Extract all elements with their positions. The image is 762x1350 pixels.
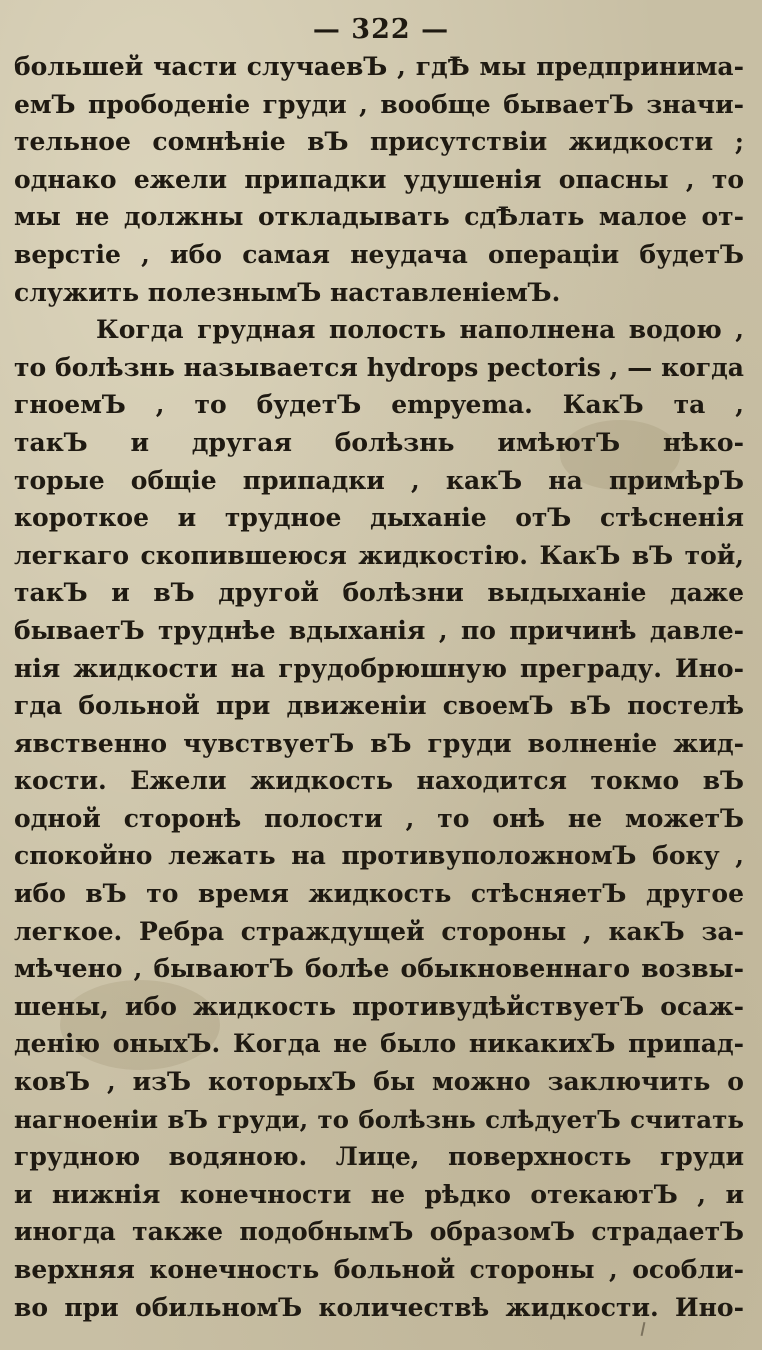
page-body-text bbox=[14, 48, 744, 1326]
text-line: во при обильномЪ количествѣ жидкости. Ино- bbox=[14, 1292, 744, 1322]
text-line: грудною водяною. Лице, поверхность груди bbox=[14, 1142, 744, 1172]
text-line: мѣчено , бываютЪ болѣе обыкновеннаго возвы- bbox=[14, 954, 744, 984]
paragraph-end-line: служить полезнымЪ наставленіемЪ. bbox=[14, 277, 561, 307]
text-line: ибо вЪ то время жидкость стѣсняетЪ другое bbox=[14, 879, 744, 909]
text-line: такЪ и вЪ другой болѣзни выдыханіе даже bbox=[14, 578, 744, 608]
text-line: мы не должны откладывать сдѢлать малое от- bbox=[14, 202, 744, 232]
text-line: гда больной при движеніи своемЪ вЪ постелѣ bbox=[14, 691, 744, 721]
text-line: то болѣзнь называется hydrops pectoris , — когда bbox=[14, 352, 744, 382]
text-line: бываетЪ труднѣе вдыханія , по причинѣ давле- bbox=[14, 615, 744, 645]
text-line: и нижнія конечности не рѣдко отекаютЪ , и bbox=[14, 1179, 744, 1209]
page-number: — 322 — bbox=[312, 14, 450, 45]
text-line: гноемЪ , то будетЪ empyema. КакЪ та , bbox=[14, 390, 744, 420]
text-line: короткое и трудное дыханіе отЪ стѣсненія bbox=[14, 503, 744, 533]
text-line: большей части случаевЪ , гдѢ мы предпринима- bbox=[14, 52, 744, 81]
text-line: емЪ прободеніе груди , вообще бываетЪ значи- bbox=[14, 89, 744, 119]
text-line: нія жидкости на грудобрюшную преграду. Ино- bbox=[14, 653, 744, 683]
text-line: явственно чувствуетЪ вЪ груди волненіе жид- bbox=[14, 728, 744, 758]
text-line: легкаго скопившеюся жидкостію. КакЪ вЪ той, bbox=[14, 540, 744, 570]
text-line: ковЪ , изЪ которыхЪ бы можно заключить о bbox=[14, 1067, 744, 1097]
text-line: иногда также подобнымЪ образомЪ страдаетЪ bbox=[14, 1217, 744, 1247]
text-line: торые общіе припадки , какЪ на примѣрЪ bbox=[14, 465, 744, 495]
text-line: шены, ибо жидкость противудѣйствуетЪ осаж- bbox=[14, 991, 744, 1021]
text-line: такЪ и другая болѣзнь имѣютЪ нѣко- bbox=[14, 427, 744, 457]
text-line: тельное сомнѣніе вЪ присутствіи жидкости ; bbox=[14, 127, 744, 157]
text-line: кости. Ежели жидкость находится токмо вЪ bbox=[14, 766, 744, 796]
text-line: спокойно лежать на противуположномЪ боку , bbox=[14, 841, 744, 871]
text-line: верстіе , ибо самая неудача операціи будетЪ bbox=[14, 239, 744, 269]
text-line: одной сторонѣ полости , то онѣ не можетЪ bbox=[14, 803, 744, 833]
text-line: легкое. Ребра страждущей стороны , какЪ за- bbox=[14, 916, 744, 946]
paragraph-start-line: Когда грудная полость наполнена водою , bbox=[96, 315, 744, 345]
text-line: однако ежели припадки удушенія опасны , то bbox=[14, 164, 744, 194]
text-line: верхняя конечность больной стороны , особли- bbox=[14, 1255, 744, 1284]
text-line: денію оныхЪ. Когда не было никакихЪ припад- bbox=[14, 1029, 744, 1059]
text-line: нагноеніи вЪ груди, то болѣзнь слѣдуетЪ считать bbox=[14, 1104, 744, 1134]
